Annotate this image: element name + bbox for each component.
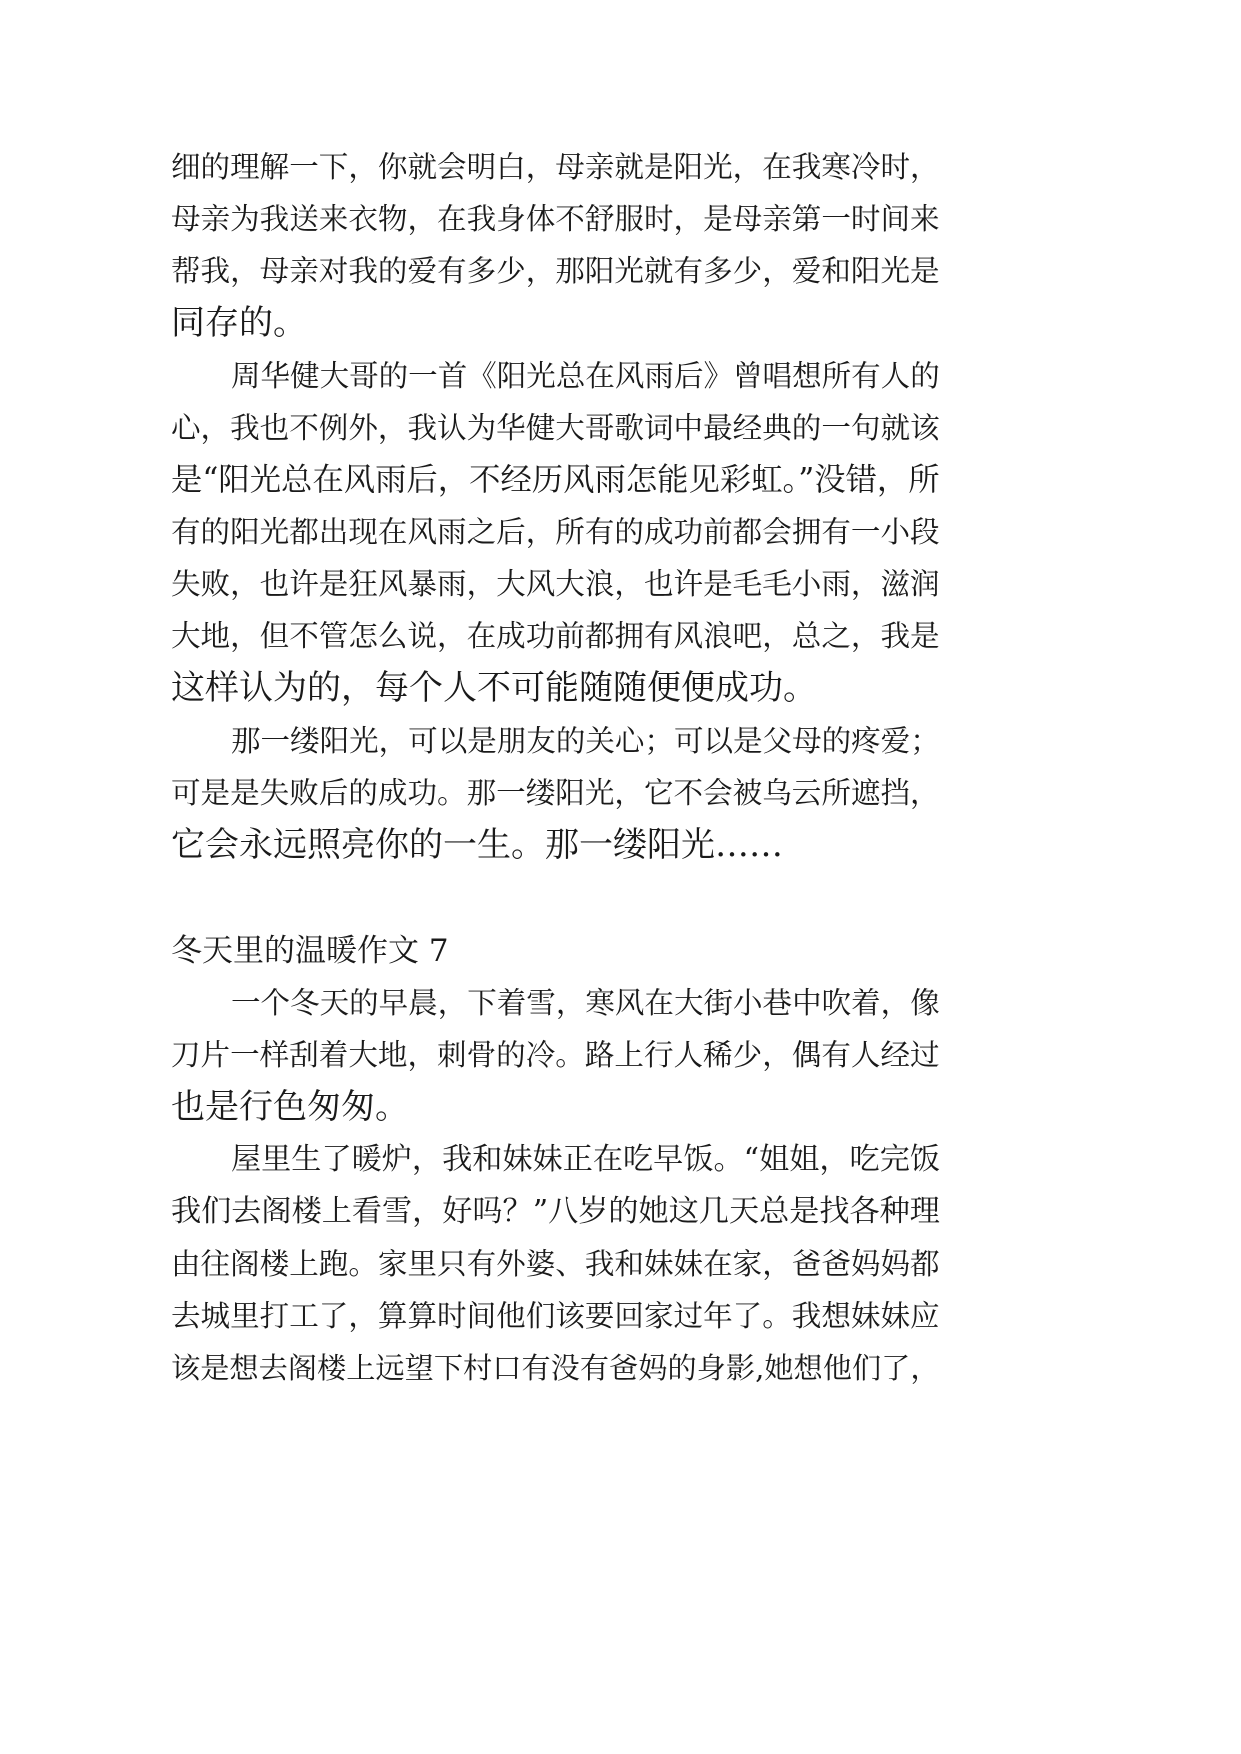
paragraph-winter-line: 刀片一样刮着大地，刺骨的冷。路上行人稀少，偶有人经过: [171, 1038, 940, 1072]
paragraph-song-line: 失败，也许是狂风暴雨，大风大浪，也许是毛毛小雨，滋润: [171, 567, 940, 601]
paragraph-song-line: 这样认为的，每个人不可能随随便便成功。: [171, 668, 817, 708]
paragraph-winter-line: 一个冬天的早晨，下着雪，寒风在大街小巷中吹着，像: [231, 986, 940, 1020]
paragraph-song-line: 有的阳光都出现在风雨之后，所有的成功前都会拥有一小段: [171, 515, 940, 549]
paragraph-attic-line: 该是想去阁楼上远望下村口有没有爸妈的身影,她想他们了，: [171, 1351, 940, 1385]
paragraph-mother-line: 帮我，母亲对我的爱有多少，那阳光就有多少，爱和阳光是: [171, 254, 940, 288]
paragraph-attic-line: 由往阁楼上跑。家里只有外婆、我和妹妹在家，爸爸妈妈都: [171, 1247, 940, 1281]
paragraph-song-line: 是“阳光总在风雨后，不经历风雨怎能见彩虹。”没错，所: [171, 462, 940, 498]
paragraph-song-line: 大地，但不管怎么说，在成功前都拥有风浪吧，总之，我是: [171, 619, 940, 653]
paragraph-sunbeam-line: 那一缕阳光，可以是朋友的关心；可以是父母的疼爱；: [231, 724, 940, 758]
paragraph-mother-line: 母亲为我送来衣物，在我身体不舒服时，是母亲第一时间来: [171, 202, 940, 236]
paragraph-song-line: 心，我也不例外，我认为华健大哥歌词中最经典的一句就该: [171, 411, 940, 445]
paragraph-sunbeam-line: 它会永远照亮你的一生。那一缕阳光……: [171, 825, 783, 865]
paragraph-attic-line: 屋里生了暖炉，我和妹妹正在吃早饭。“姐姐，吃完饭: [231, 1142, 941, 1177]
paragraph-mother-line: 同存的。: [171, 303, 307, 343]
paragraph-winter-line: 也是行色匆匆。: [171, 1087, 409, 1127]
paragraph-song-line: 周华健大哥的一首《阳光总在风雨后》曾唱想所有人的: [231, 359, 940, 393]
paragraph-attic-line: 去城里打工了，算算时间他们该要回家过年了。我想妹妹应: [171, 1299, 940, 1333]
paragraph-mother-line: 细的理解一下，你就会明白，母亲就是阳光，在我寒冷时，: [171, 150, 940, 184]
essay-title: 冬天里的温暖作文 7: [171, 933, 449, 969]
paragraph-sunbeam-line: 可是是失败后的成功。那一缕阳光，它不会被乌云所遮挡，: [171, 776, 940, 810]
paragraph-attic-line: 我们去阁楼上看雪，好吗？”八岁的她这几天总是找各种理: [171, 1194, 940, 1229]
